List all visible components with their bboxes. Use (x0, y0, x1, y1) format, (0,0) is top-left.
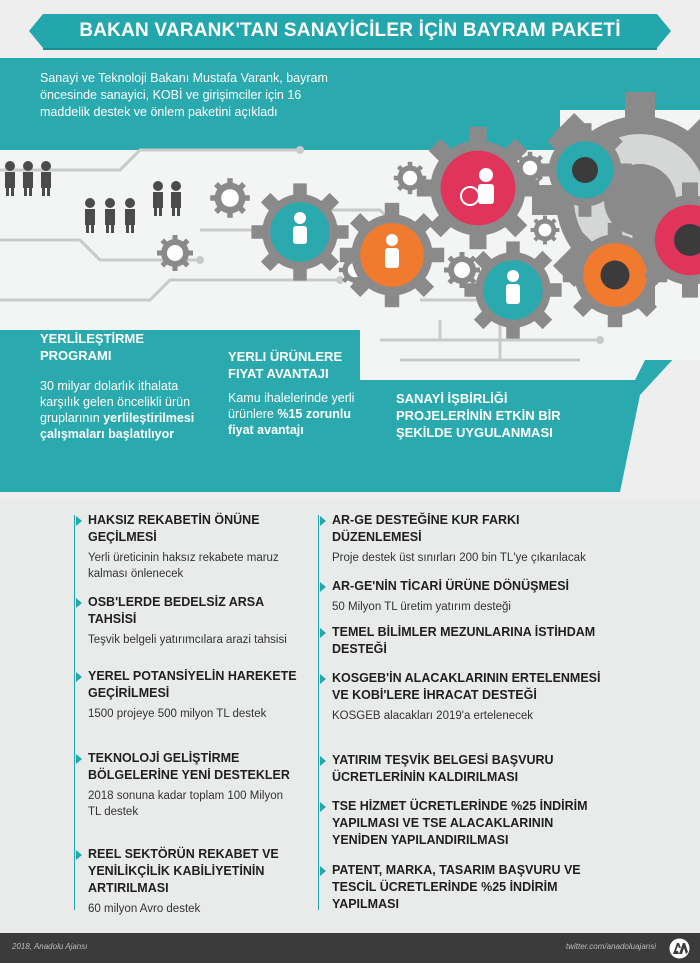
list-item (88, 512, 298, 582)
list-item (88, 594, 298, 648)
footer-twitter: twitter.com/anadoluajansi (566, 942, 656, 951)
worker-group-icon (5, 161, 181, 233)
list-item-heading: YEREL POTANSİYELİN HAREKETE GEÇİRİLMESİ (88, 669, 297, 700)
list-item (88, 668, 298, 722)
list-item-description: KOSGEB alacakları 2019'a ertelenecek (332, 710, 534, 722)
gear-icon (538, 123, 632, 217)
list-item (88, 846, 298, 917)
list-item-heading: AR-GE'NİN TİCARİ ÜRÜNE DÖNÜŞMESİ (332, 579, 570, 593)
list-item-description: 1500 projeye 500 milyon TL destek (88, 708, 267, 720)
bullet-icon (76, 672, 82, 682)
highlight-title-cooperation: SANAYİ İŞBİRLİĞİ PROJELERİNİN ETKİN BİR ŞEKİLDE UYGULANMASI (396, 391, 561, 440)
list-item-description: Teşvik belgeli yatırımcılara arazi tahsisi (88, 634, 287, 646)
bullet-icon (320, 866, 326, 876)
highlight-text-part: 30 milyar dolarlık ithalata karşılık gelen öncelikli ürün gruplarının (40, 379, 191, 425)
bullet-icon (76, 754, 82, 764)
right-list-line (318, 515, 319, 910)
bullet-icon (320, 802, 326, 812)
bullet-icon (320, 674, 326, 684)
list-item (332, 624, 612, 658)
bullet-icon (76, 850, 82, 860)
bullet-icon (76, 598, 82, 608)
list-item-heading: TEKNOLOJİ GELİŞTİRME BÖLGELERİNE YENİ DESTEKLER (88, 751, 290, 782)
list-item-heading: KOSGEB'İN ALACAKLARININ ERTELENMESİ VE KOBİ'LERE İHRACAT DESTEĞİ (332, 671, 601, 702)
bullet-icon (320, 582, 326, 592)
highlight-text-bold: %15 zorunlu fiyat avantajı (228, 407, 351, 437)
highlight-text-localization (40, 378, 220, 442)
list-item (88, 750, 298, 820)
list-item (332, 578, 612, 615)
list-item-heading: PATENT, MARKA, TASARIM BAŞVURU VE TESCİL ÜCRETLERİNDE %25 İNDİRİM YAPILMASI (332, 863, 581, 911)
title-banner (43, 14, 657, 48)
highlight-title-localization: YERLİLEŞTİRME PROGRAMI (40, 331, 145, 363)
list-item-description: Yerli üreticinin haksız rekabete maruz kalması önlenecek (88, 552, 279, 580)
aa-logo-icon (669, 938, 690, 959)
list-item (332, 752, 612, 786)
highlight-text-price (228, 390, 378, 438)
list-item-heading: OSB'LERDE BEDELSİZ ARSA TAHSİSİ (88, 595, 264, 626)
list-item (332, 798, 612, 849)
highlight-text-bold: yerlileştirilmesi çalışmaları başlatılıyor (40, 411, 195, 441)
list-item-heading: TEMEL BİLİMLER MEZUNLARINA İSTİHDAM DESTEĞİ (332, 625, 596, 656)
gear-icon (531, 216, 560, 245)
list-item-description: 50 Milyon TL üretim yatırım desteği (332, 601, 511, 613)
gear-icon (157, 235, 193, 271)
gear-icon (444, 252, 480, 288)
list-item (332, 512, 612, 566)
list-item-heading: HAKSIZ REKABETİN ÖNÜNE GEÇİLMESİ (88, 513, 260, 544)
bullet-icon (320, 756, 326, 766)
list-item-heading: TSE HİZMET ÜCRETLERİNDE %25 İNDİRİM YAPILMASI VE TSE ALACAKLARININ YENİDEN YAPILANDIRILMASI (332, 799, 588, 847)
list-item-heading: REEL SEKTÖRÜN REKABET VE YENİLİKÇİLİK KABİLİYETİNİN ARTIRILMASI (88, 847, 279, 895)
bullet-icon (76, 516, 82, 526)
gear-icon (210, 178, 250, 218)
bullet-icon (320, 516, 326, 526)
list-item-description: Proje destek üst sınırları 200 bin TL'ye çıkarılacak (332, 552, 586, 564)
list-item (332, 862, 612, 913)
list-item-heading: AR-GE DESTEĞİNE KUR FARKI DÜZENLEMESİ (332, 513, 520, 544)
bullet-icon (320, 628, 326, 638)
list-item-heading: YATIRIM TEŞVİK BELGESİ BAŞVURU ÜCRETLERİNİN KALDIRILMASI (332, 753, 554, 784)
highlight-text-part: Kamu ihalelerinde yerli ürünlere (228, 391, 355, 421)
footer (0, 933, 700, 963)
list-item (332, 670, 612, 724)
left-list-line (74, 515, 75, 910)
page-title: BAKAN VARANK'TAN SANAYİCİLER İÇİN BAYRAM PAKETİ (79, 20, 621, 41)
list-item-description: 2018 sonuna kadar toplam 100 Milyon TL destek (88, 790, 283, 818)
intro-text: Sanayi ve Teknoloji Bakanı Mustafa Varank, bayram öncesinde sanayici, KOBİ ve girişimciler için 16 maddelik destek ve önlem paketini açıkladı (40, 71, 328, 119)
highlight-title-price: YERLI ÜRÜNLERE FIYAT AVANTAJI (228, 349, 343, 381)
footer-copyright: 2018, Anadolu Ajansı (12, 942, 88, 951)
list-item-description: 60 milyon Avro destek (88, 903, 201, 915)
